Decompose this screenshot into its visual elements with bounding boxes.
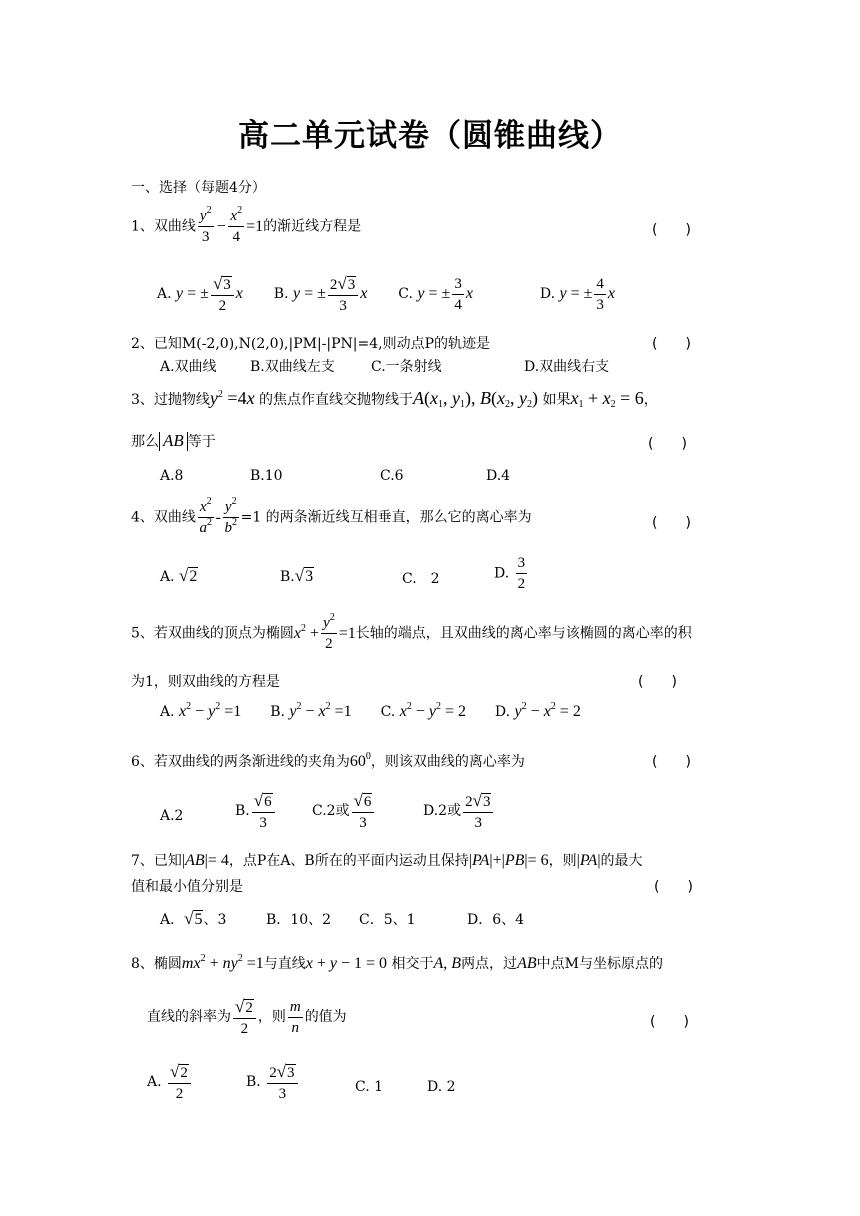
option-b[interactable]: B. y = ± $\frac{2√3}{3}$ x: [273, 274, 368, 314]
q3-option-d[interactable]: D.4: [486, 468, 511, 484]
option-d[interactable]: D. y = ± $\frac{4}{3}$ x: [539, 275, 616, 313]
q3-option-a[interactable]: A.8: [160, 468, 184, 484]
option-d[interactable]: D. $y^2 - x^2 = 2$: [494, 701, 581, 720]
question-7-stem: 7、已知|AB|= 4，点P在A、B所在的平面内运动且保持|PA|+|PB|= 6，则|PA|的最大: [131, 852, 643, 869]
answer-paren-3[interactable]: ( ): [648, 436, 687, 452]
option-c[interactable]: C. y = ± $\frac{3}{4}$ x: [398, 275, 473, 313]
question-1-stem: 1、双曲线 $\frac{y^2}{3}$ − $\frac{x^2}{4}$ =1的渐近线方程是: [131, 205, 362, 245]
q7-option-b[interactable]: B．10、2: [266, 912, 332, 928]
question-3-stem: 3、过抛物线$y^2 =4x$ 的焦点作直线交抛物线于$A(x_1$, $y_1$), $B(x_2$, $y_2$) 如果$x_1 + x_2 = 6$，: [131, 388, 658, 410]
q6-option-b[interactable]: B. $\frac{√6}{3}$: [235, 792, 277, 831]
question-3-line2: 那么 AB 等于: [131, 431, 216, 450]
answer-paren-8[interactable]: ( ): [650, 1014, 689, 1030]
question-5-stem: 5、若双曲线的顶点为椭圆$x^2$ + $\frac{y^2}{2}$ =1长轴的端点，且双曲线的离心率与该椭圆的离心率的积: [131, 612, 692, 652]
answer-paren-2[interactable]: ( ): [652, 336, 691, 352]
question-7-line2: 值和最小值分别是: [131, 879, 243, 895]
q6-option-c[interactable]: C.2或 $\frac{√6}{3}$: [312, 792, 376, 831]
question-8-stem: 8、椭圆$mx^2 + ny^2 =1$与直线x + y − 1 = 0 相交于A, B两点，过AB中点M与坐标原点的: [131, 953, 663, 972]
answer-paren-7[interactable]: ( ): [654, 879, 693, 895]
question-5-line2: 为1，则双曲线的方程是: [131, 674, 280, 690]
q7-option-a[interactable]: A．√5、3: [160, 909, 227, 928]
page-title: 高二单元试卷（圆锥曲线）: [238, 118, 622, 154]
q7-option-d[interactable]: D．6、4: [467, 912, 525, 928]
section-heading: 一、选择（每题4分）: [131, 180, 266, 196]
q2-option-d[interactable]: D.双曲线右支: [524, 359, 610, 375]
q3-option-c[interactable]: C.6: [380, 468, 404, 484]
answer-paren-6[interactable]: ( ): [652, 754, 691, 770]
hyperbola-equation: $\frac{y^2}{3}$ − $\frac{x^2}{4}$ =1: [199, 205, 264, 245]
q3-option-b[interactable]: B.10: [250, 468, 283, 484]
option-b[interactable]: B. $y^2 - x^2 =1$: [270, 701, 352, 720]
question-6-stem: 6、若双曲线的两条渐进线的夹角为$60^0$，则该双曲线的离心率为: [131, 751, 525, 770]
q4-option-b[interactable]: B.√3: [280, 566, 314, 585]
q8-option-b[interactable]: B. $\frac{2√3}{3}$: [246, 1063, 300, 1102]
q6-option-d[interactable]: D.2或 $\frac{2√3}{3}$: [423, 792, 495, 831]
q4-option-c[interactable]: C. 2: [402, 571, 440, 587]
q2-option-b[interactable]: B.双曲线左支: [250, 359, 335, 375]
q2-option-a[interactable]: A.双曲线: [160, 359, 217, 375]
question-4-stem: 4、双曲线 $\frac{x^2}{a^2}$ - $\frac{y^2}{b^2}$ =1 的两条渐近线互相垂直，那么它的离心率为: [131, 496, 532, 536]
question-2-stem: 2、已知M(-2,0),N(2,0),|PM|-|PN|=4,则动点P的轨迹是: [131, 336, 491, 352]
option-a[interactable]: A. $x^2 - y^2 =1$: [160, 701, 242, 720]
q7-option-c[interactable]: C．5、1: [359, 912, 416, 928]
question-1-options: [157, 275, 615, 314]
option-a[interactable]: A. y = ± $\frac{√3}{2}$ x: [157, 274, 243, 314]
q4-option-a[interactable]: A. √2: [160, 566, 198, 585]
q8-option-d[interactable]: D. 2: [427, 1079, 456, 1095]
question-8-line2: 直线的斜率为 $\frac{√2}{2}$ ，则 $\frac{m}{n}$ 的值为: [147, 997, 347, 1037]
q4-option-d[interactable]: D. $\frac{3}{2}$: [494, 555, 526, 592]
q8-option-c[interactable]: C. 1: [355, 1079, 384, 1095]
answer-paren-4[interactable]: ( ): [652, 515, 691, 531]
answer-paren-1[interactable]: ( ): [652, 222, 691, 238]
option-c[interactable]: C. $x^2 - y^2 = 2$: [380, 701, 466, 720]
q8-option-a[interactable]: A. $\frac{√2}{2}$: [147, 1063, 193, 1102]
q6-option-a[interactable]: A.2: [160, 808, 184, 824]
answer-paren-5[interactable]: ( ): [638, 674, 677, 690]
q2-option-c[interactable]: C.一条射线: [371, 359, 442, 375]
question-5-options: [160, 703, 581, 721]
